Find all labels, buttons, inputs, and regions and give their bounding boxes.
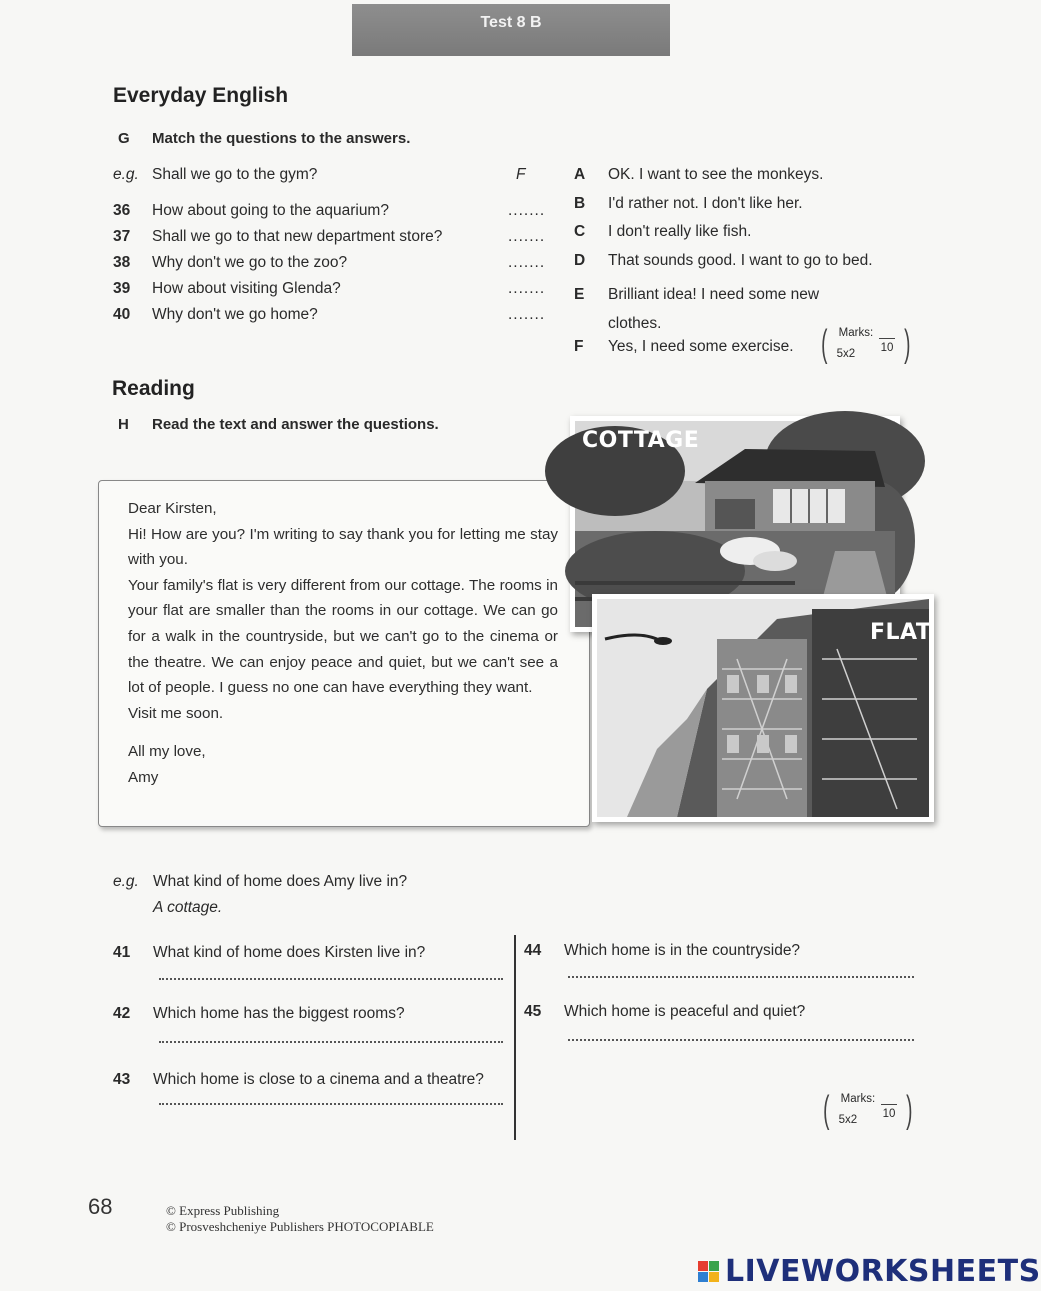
letter-paragraph: Visit me soon. — [128, 704, 224, 722]
task-g-letter: G — [118, 130, 130, 147]
flat-label: FLAT — [870, 620, 932, 645]
question-row — [113, 1066, 503, 1093]
question-row — [524, 1003, 914, 1021]
marks-multiplier: 5x2 — [838, 1114, 858, 1126]
liveworksheets-watermark — [698, 1254, 1041, 1289]
answer-letter: A — [574, 166, 586, 183]
marks-box-g — [818, 324, 913, 364]
answer-blank-36[interactable]: ....... — [508, 202, 546, 219]
answer-letter: E — [574, 286, 585, 303]
question-text: Which home is in the countryside? — [564, 942, 801, 959]
question-number: 40 — [113, 306, 131, 323]
reading-question-45 — [524, 1003, 914, 1041]
marks-fraction-line — [879, 338, 895, 339]
test-header — [352, 4, 670, 56]
task-g-instruction: Match the questions to the answers. — [152, 130, 411, 147]
footer-line-2: © Prosveshcheniye Publishers PHOTOCOPIABLE — [166, 1219, 434, 1234]
question-text: Which home is close to a cinema and a theatre? — [153, 1071, 484, 1088]
marks-box-h — [820, 1090, 915, 1130]
page-number: 68 — [88, 1194, 113, 1219]
answer-blank-40[interactable]: ....... — [508, 306, 546, 323]
answer-text: Brilliant idea! I need some new clothes. — [608, 286, 820, 332]
marks-inner — [835, 1090, 901, 1130]
marks-fraction-line — [881, 1104, 897, 1105]
example-label: e.g. — [113, 166, 139, 183]
reading-question-41 — [113, 944, 503, 980]
answer-line-43[interactable] — [159, 1097, 503, 1105]
question-number: 39 — [113, 280, 131, 297]
question-number: 37 — [113, 228, 131, 245]
reading-example — [113, 869, 407, 921]
answer-line-41[interactable] — [159, 972, 503, 980]
letter-closing: All my love, — [128, 743, 206, 761]
test-title: Test 8 B — [480, 14, 542, 31]
answer-line-44[interactable] — [568, 970, 914, 978]
reading-question-44 — [524, 942, 914, 978]
reading-example-label: e.g. — [113, 873, 139, 890]
answer-text: I'd rather not. I don't like her. — [608, 195, 803, 212]
question-number: 43 — [113, 1071, 131, 1088]
section-title-everyday-english: Everyday English — [113, 84, 289, 107]
flat-photo — [592, 594, 934, 822]
question-text: Why don't we go home? — [152, 306, 318, 323]
section-title-reading: Reading — [112, 377, 195, 400]
letter-paragraph: Hi! How are you? I'm writing to say thank you for letting me stay with you. — [128, 525, 558, 569]
marks-total: 10 — [882, 1108, 896, 1120]
answer-letter: C — [574, 223, 586, 240]
reading-example-answer: A cottage. — [153, 899, 223, 916]
answer-text: OK. I want to see the monkeys. — [608, 166, 824, 183]
footer-line-1: © Express Publishing — [166, 1203, 280, 1218]
reading-question-42 — [113, 1005, 503, 1043]
task-g — [118, 130, 410, 147]
marks-paren-open: ( — [823, 1089, 830, 1131]
question-text: Why don't we go to the zoo? — [152, 254, 348, 271]
task-h-letter: H — [118, 416, 129, 433]
letter-signature: Amy — [128, 768, 159, 786]
question-text: What kind of home does Kirsten live in? — [153, 944, 426, 961]
answer-text: That sounds good. I want to go to bed. — [608, 252, 873, 269]
question-row-40 — [113, 306, 566, 332]
question-text: Shall we go to that new department store? — [152, 228, 443, 245]
example-answer: F — [516, 166, 527, 183]
answer-option-b — [574, 195, 914, 223]
answer-option-c — [574, 223, 914, 252]
marks-label: Marks: — [838, 327, 874, 339]
question-row — [113, 1005, 503, 1023]
question-text: Which home is peaceful and quiet? — [564, 1003, 806, 1020]
footer-copyright — [166, 1203, 434, 1235]
letter-greeting: Dear Kirsten, — [128, 500, 217, 517]
marks-multiplier: 5x2 — [836, 348, 856, 360]
reading-question-43 — [113, 1066, 503, 1105]
task-h — [118, 416, 439, 433]
question-number: 44 — [524, 942, 542, 959]
question-row-37 — [113, 228, 566, 254]
reading-example-row — [113, 869, 407, 895]
answer-blank-37[interactable]: ....... — [508, 228, 546, 245]
column-divider — [514, 935, 516, 1140]
answer-option-a — [574, 166, 914, 195]
marks-inner — [833, 324, 899, 364]
question-text: How about going to the aquarium? — [152, 202, 389, 219]
answer-text: I don't really like fish. — [608, 223, 752, 240]
question-number: 38 — [113, 254, 131, 271]
question-row-36 — [113, 202, 566, 228]
answer-letter: D — [574, 252, 586, 269]
answer-letter: B — [574, 195, 586, 212]
question-text: Which home has the biggest rooms? — [153, 1005, 405, 1022]
question-row-38 — [113, 254, 566, 280]
marks-paren-close: ) — [903, 323, 911, 365]
reading-example-question: What kind of home does Amy live in? — [153, 873, 408, 890]
marks-paren-close: ) — [905, 1089, 913, 1131]
liveworksheets-logo-icon — [698, 1261, 719, 1282]
task-h-instruction: Read the text and answer the questions. — [152, 416, 439, 433]
marks-total: 10 — [880, 342, 894, 354]
marks-paren-open: ( — [821, 323, 828, 365]
answer-option-d — [574, 252, 914, 280]
question-number: 42 — [113, 1005, 131, 1022]
marks-label: Marks: — [840, 1093, 876, 1105]
question-row-39 — [113, 280, 566, 306]
question-number: 41 — [113, 944, 131, 961]
letter-paragraph: Your family's flat is very different from our cottage. The rooms in your flat are smaller than the rooms in our cottage. We can go for a walk in the countryside, but we can't go to the cinema or the theatre. We can enjoy peace and quiet, but we can't see a lot of people. I guess no one can have everything they want. — [128, 576, 558, 697]
question-number: 45 — [524, 1003, 542, 1020]
question-row — [524, 942, 914, 960]
question-row — [113, 944, 503, 962]
answer-blank-38[interactable]: ....... — [508, 254, 546, 271]
question-list-g — [113, 166, 566, 332]
watermark-text: LIVEWORKSHEETS — [725, 1254, 1041, 1289]
answer-line-42[interactable] — [159, 1035, 503, 1043]
answer-blank-39[interactable]: ....... — [508, 280, 546, 297]
cottage-label: COTTAGE — [582, 428, 700, 453]
answer-letter: F — [574, 338, 584, 355]
answer-text: Yes, I need some exercise. — [608, 338, 794, 355]
letter-body — [128, 496, 558, 791]
example-row-g — [113, 166, 566, 202]
answer-line-45[interactable] — [568, 1033, 914, 1041]
question-number: 36 — [113, 202, 131, 219]
example-question: Shall we go to the gym? — [152, 166, 318, 183]
question-text: How about visiting Glenda? — [152, 280, 341, 297]
